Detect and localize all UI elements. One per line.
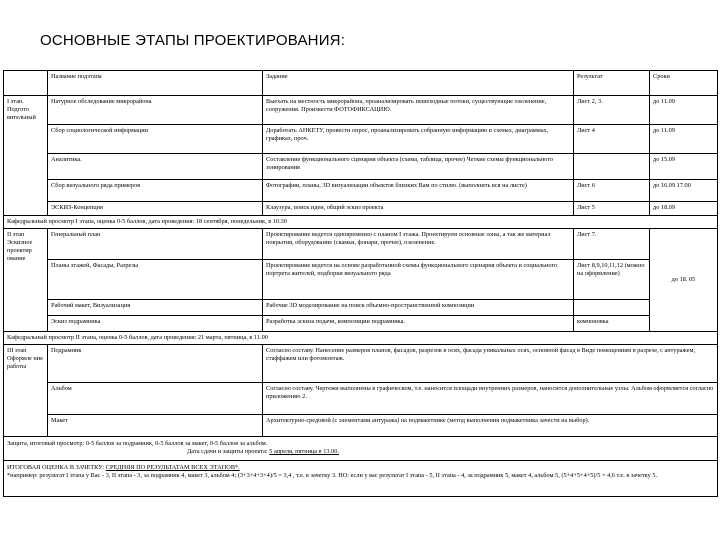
stage1-row4-name: Сбор визуального ряда примеров	[48, 180, 263, 202]
stage3-row3-name: Макет	[48, 415, 263, 437]
stage1-label: I этап. Подгото вительный	[4, 96, 48, 216]
defense-cell	[4, 437, 718, 461]
final-heading	[7, 464, 714, 472]
stage2-row4-name: Эскиз подрамника	[48, 316, 263, 332]
final-heading-prefix: ИТОГОВАЯ ОЦЕНКА В ЗАЧЕТКУ:	[7, 464, 105, 471]
stage1-row1-deadline: до 11.09	[650, 96, 718, 125]
table-row	[4, 96, 718, 125]
stage3-row1-name: Подрамник	[48, 345, 263, 383]
stage3-row3-task: Архитектурно-средовой (с элементами антуража) на подмакетнике (метод выполнения подмакетника зачести на выбор).	[263, 415, 718, 437]
stage2-row2-task: Проектирование ведется на основе разработанной схемы функционального сценария объекта и социального портрета жителей, подборки визуального ряда	[263, 260, 574, 300]
final-row	[4, 461, 718, 497]
table-row	[4, 300, 718, 316]
defense-date-label: Дата сдачи и защиты проекта:	[187, 448, 268, 455]
stage2-row3-name: Рабочий макет, Визуализация	[48, 300, 263, 316]
table-row	[4, 202, 718, 216]
table-row	[4, 229, 718, 260]
stage1-row3-deadline: до 15.09	[650, 154, 718, 180]
stage1-row3-task: Составление функционального сценария объекта (схема, таблица, прочее) Четкие схемы функционального зонирования	[263, 154, 574, 180]
stage1-row4-result: Лист 6	[574, 180, 650, 202]
stage3-row2-name: Альбом	[48, 383, 263, 415]
header-result: Результат	[574, 71, 650, 96]
stage3-label: III этап Оформле ние работы	[4, 345, 48, 437]
stage3-row2-task: Согласно составу. Чертежи выполнены в графическом, т.е. наносится площади внутренних размеров, наносится дополнительные узлы. Альбом оформляется согласно приложению 2.	[263, 383, 718, 415]
review-row	[4, 216, 718, 229]
table-row	[4, 154, 718, 180]
stage2-row2-result: Лист 8,9,10,11,12 (можно на оформление)	[574, 260, 650, 300]
stage2-row2-name: Планы этажей, Фасады, Разрезы	[48, 260, 263, 300]
page-title: ОСНОВНЫЕ ЭТАПЫ ПРОЕКТИРОВАНИЯ:	[40, 32, 346, 49]
table-row	[4, 415, 718, 437]
header-empty	[4, 71, 48, 96]
table-row	[4, 383, 718, 415]
stage2-row1-task: Проектирование ведется одновременно с планом I этажа. Проектируем основные зоны, а так же материал покрытия, оборудование (скамьи, фонари, прочее), озеленение.	[263, 229, 574, 260]
stage2-row4-result: компоновка	[574, 316, 650, 332]
defense-date: 5 апреля, пятница в 13.00.	[269, 448, 339, 455]
stage2-review: Кафедральный просмотр II этапа, оценка 0-5 баллов, дата проведения: 21 марта, пятница, в 11.00	[4, 332, 718, 345]
stage1-row1-result: Лист 2, 3.	[574, 96, 650, 125]
stage2-row3-result	[574, 300, 650, 316]
stage1-row2-name: Сбор социологической информации	[48, 125, 263, 154]
header-task: Задание	[263, 71, 574, 96]
table-row	[4, 125, 718, 154]
stage1-row5-deadline: до 18.09	[650, 202, 718, 216]
stage2-row1-name: Генеральный план	[48, 229, 263, 260]
table-row	[4, 345, 718, 383]
final-cell	[4, 461, 718, 497]
stage2-row1-result: Лист 7.	[574, 229, 650, 260]
review-row	[4, 332, 718, 345]
stage1-row3-result	[574, 154, 650, 180]
stage1-row3-name: Аналитика.	[48, 154, 263, 180]
stage2-deadline: до 18. 05	[650, 229, 718, 332]
stage2-label: II этап Эскизное проектир ование	[4, 229, 48, 332]
stage1-row4-deadline: до 16.09 17.00	[650, 180, 718, 202]
defense-line2	[7, 448, 714, 456]
stage1-row5-result: Лист 5	[574, 202, 650, 216]
stages-table	[3, 70, 718, 497]
header-deadline: Сроки	[650, 71, 718, 96]
header-stage-name: Название подэтапа	[48, 71, 263, 96]
final-heading-rule: СРЕДНЯЯ ПО РЕЗУЛЬТАТАМ ВСЕХ ЭТАПОВ*.	[105, 464, 240, 471]
final-example: *например: результат I этапа у Вас - 3, II этапа - 3, за подрамник 4, макет 3, альбом 4; (3+3+4+3+4)/5 = 3,4 , т.е. в зачетку 3. НО: если у вас результат I этапа - 5, II этапа - 4, за подрамник 5, макет 4, альбом 5, (5+4+5+4+5)/5 = 4,6 т.е. в зачетку 5.	[7, 472, 658, 479]
header-row	[4, 71, 718, 96]
stage1-row2-task: Доработать АНКЕТУ, провести опрос, проанализировать собранную информацию в схемах, диаграммах, графиках, проч.	[263, 125, 574, 154]
defense-line1: Защита, итоговый просмотр: 0-5 баллов за подрамник, 0-5 баллов за макет, 0-5 баллов за альбом.	[7, 440, 268, 447]
stage3-row1-task: Согласно составу. Нанесение размеров планов, фасадов, разрезов в осях, фасада уникальных осях, основной фасад в Виде помещениям в разрезе, с антуражем, стаффажем или фотомонтаж.	[263, 345, 718, 383]
stage1-review: Кафедральный просмотр I этапа, оценка 0-5 баллов, дата проведения: 18 сентября, понедельник, в 10.30	[4, 216, 718, 229]
stage1-row5-task: Клаузура, поиск идеи, общий эскиз проекта	[263, 202, 574, 216]
table-row	[4, 316, 718, 332]
stage1-row1-task: Выехать на местность микрорайона, проанализировать пешеходные потоки, существующие озеленение, сооружения. Произвести ФОТОФИКСАЦИЮ.	[263, 96, 574, 125]
stage1-row2-deadline: до 11.09	[650, 125, 718, 154]
defense-row	[4, 437, 718, 461]
table-row	[4, 260, 718, 300]
stage2-row3-task: Рабочие 3D моделирование на поиск объемно-пространственной композиции	[263, 300, 574, 316]
table-row	[4, 180, 718, 202]
stage1-row2-result: Лист 4	[574, 125, 650, 154]
stage1-row4-task: Фотографии, планы, 3D визуализации объектов близких Вам по стилю. (выполнить вся на листе)	[263, 180, 574, 202]
stage1-row5-name: ЭСКИЗ-Концепция	[48, 202, 263, 216]
stage2-row4-task: Разработка эскиза подачи, композиции подрамника.	[263, 316, 574, 332]
stage1-row1-name: Натурное обследование микрорайона	[48, 96, 263, 125]
